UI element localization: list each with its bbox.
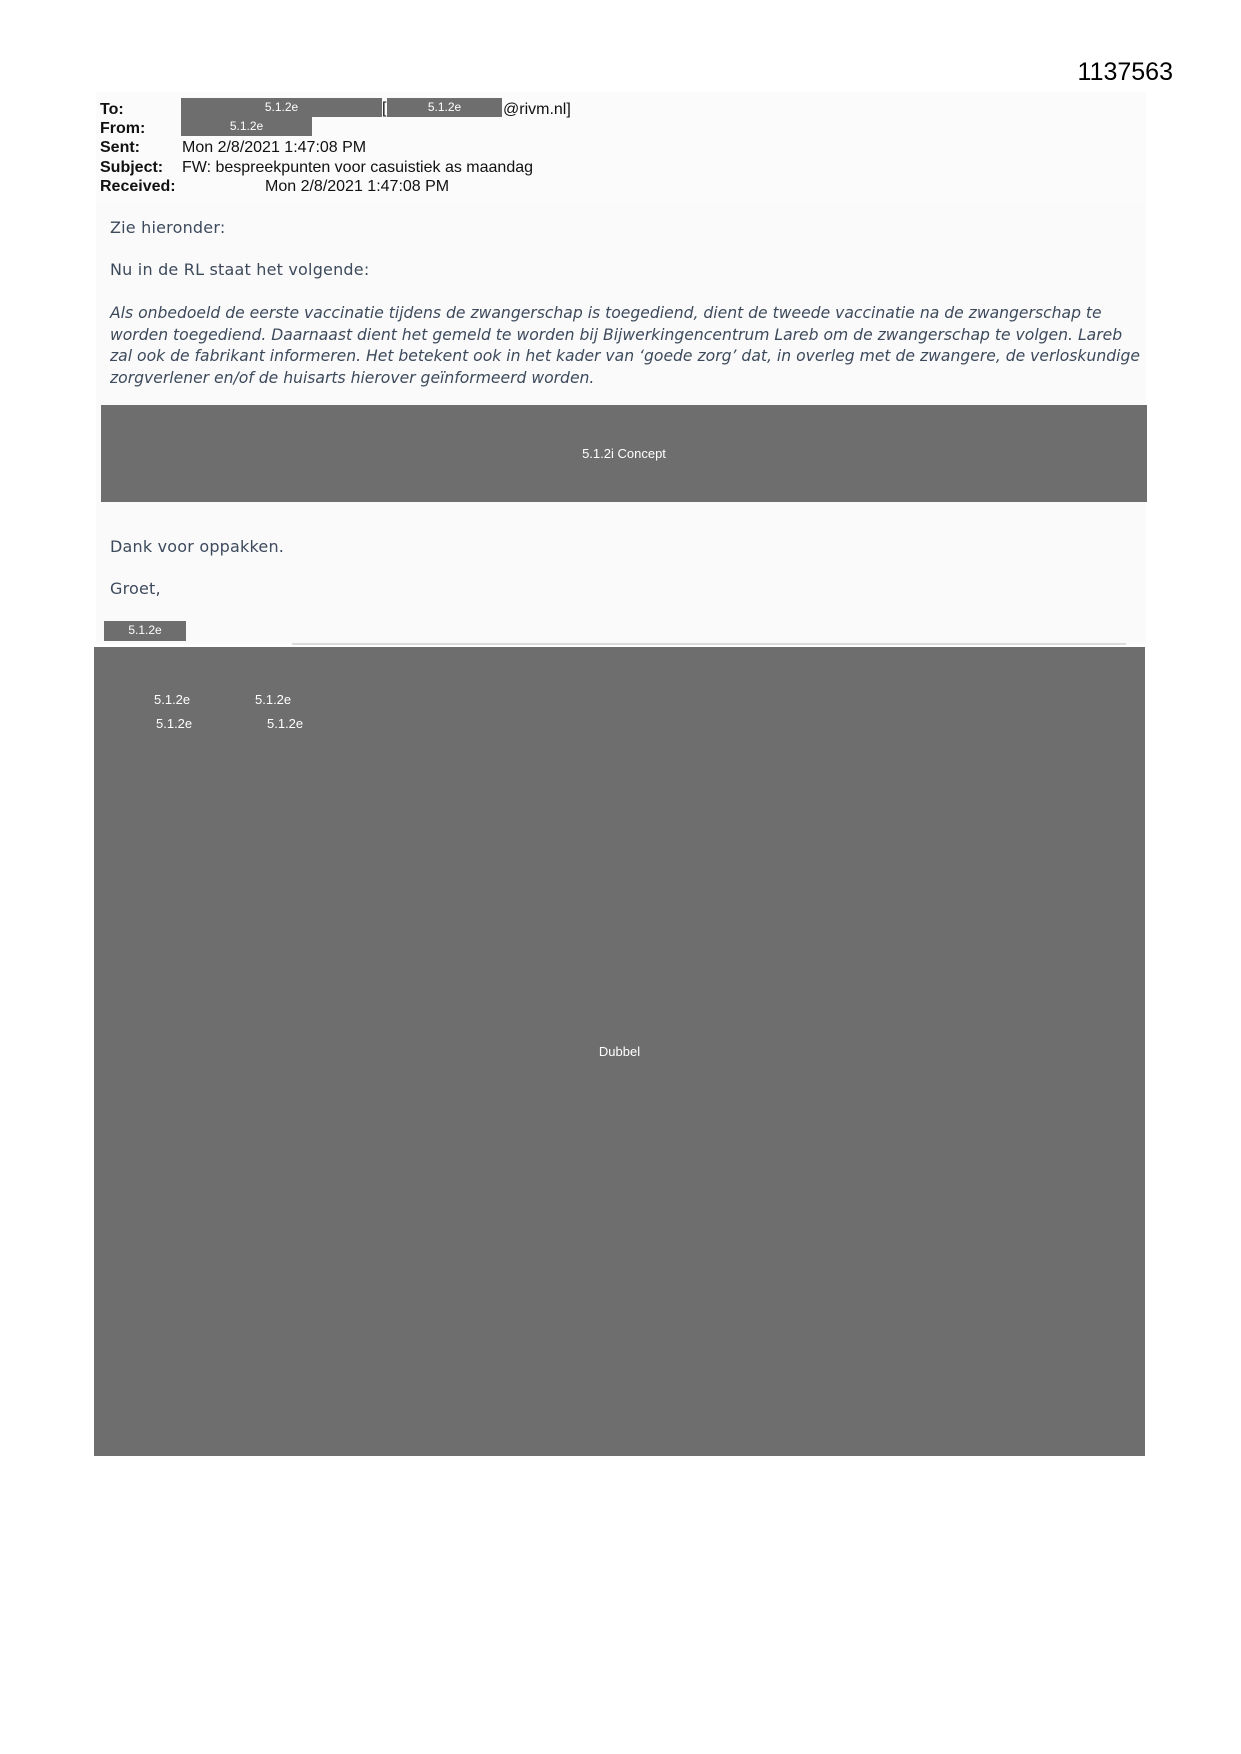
received-value: Mon 2/8/2021 1:47:08 PM bbox=[265, 178, 450, 195]
received-label: Received: bbox=[100, 178, 176, 195]
to-redaction-1: 5.1.2e bbox=[181, 98, 382, 117]
sent-row bbox=[100, 138, 140, 157]
intro-line: Zie hieronder: bbox=[110, 218, 226, 237]
from-redaction: 5.1.2e bbox=[181, 117, 312, 136]
thanks-line: Dank voor oppakken. bbox=[110, 537, 285, 556]
to-bracket: [ bbox=[382, 100, 387, 117]
greeting-line: Groet, bbox=[110, 579, 161, 598]
subject-label: Subject: bbox=[100, 159, 164, 176]
divider bbox=[292, 643, 1126, 645]
guideline-quote: Als onbedoeld de eerste vaccinatie tijdens de zwangerschap is toegediend, dient de tweede vaccinatie na de zwangerschap te worden toegediend. Daarnaast dient het gemeld te worden bij Bijwerkingencentrum Lareb om de zwangerschap te volgen. Lareb zal ook de fabrikant informeren. Het betekent ook in het kader van ‘goede zorg’ dat, in overleg met de zwangere, de verloskundige zorgverlener en/of de huisarts hierover geïnformeerd worden. bbox=[110, 304, 1140, 387]
redaction-code-b: 5.1.2e bbox=[255, 692, 292, 707]
from-label: From: bbox=[100, 120, 146, 137]
duplicate-label: Dubbel bbox=[598, 1044, 641, 1059]
duplicate-label-wrap bbox=[94, 647, 1145, 1456]
to-row bbox=[100, 100, 124, 119]
received-row bbox=[100, 177, 176, 196]
duplicate-redaction-block bbox=[94, 647, 1145, 1456]
redaction-code-a: 5.1.2e bbox=[154, 692, 191, 707]
concept-redaction bbox=[101, 405, 1147, 502]
sent-value: Mon 2/8/2021 1:47:08 PM bbox=[182, 139, 367, 156]
guideline-intro: Nu in de RL staat het volgende: bbox=[110, 260, 370, 279]
concept-redaction-label: 5.1.2i Concept bbox=[582, 446, 666, 461]
to-domain: @rivm.nl] bbox=[503, 101, 571, 118]
redaction-code-d: 5.1.2e bbox=[267, 716, 304, 731]
subject-value: FW: bespreekpunten voor casuistiek as maandag bbox=[182, 159, 534, 176]
to-label: To: bbox=[100, 101, 124, 118]
subject-row bbox=[100, 158, 163, 177]
signature-redaction: 5.1.2e bbox=[104, 621, 186, 641]
document-number: 1137563 bbox=[1077, 58, 1173, 86]
redaction-code-c: 5.1.2e bbox=[156, 716, 193, 731]
sent-label: Sent: bbox=[100, 139, 140, 156]
to-redaction-2: 5.1.2e bbox=[387, 98, 502, 117]
from-row bbox=[100, 119, 145, 138]
